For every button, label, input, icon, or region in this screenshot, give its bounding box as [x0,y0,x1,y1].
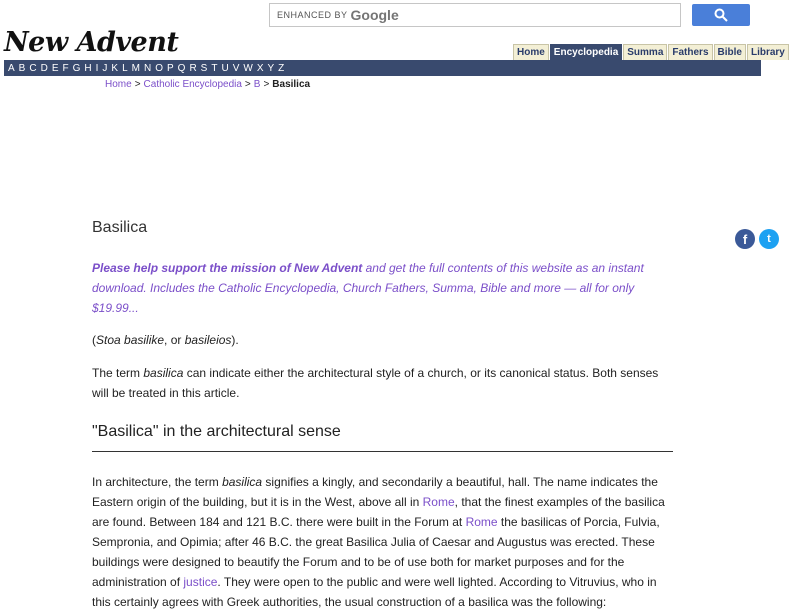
link-justice[interactable]: justice [183,575,218,589]
alphabet-link-c[interactable]: C [29,62,37,74]
link-rome[interactable]: Rome [465,515,498,529]
para-c: , that the finest examples of the basilica are found. Between 184 and 121 B.C. there were built in the Forum at [92,495,665,529]
alphabet-link-z[interactable]: Z [278,62,285,74]
site-logo[interactable]: New Advent [4,27,179,58]
alphabet-link-r[interactable]: R [189,62,197,74]
intro-a: The term [92,366,144,380]
aliases-open: ( [92,333,96,347]
link-rome[interactable]: Rome [422,495,455,509]
page-title: Basilica [92,219,148,236]
support-bold[interactable]: Please help support the mission of New Advent [92,261,363,275]
nav-tab-summa[interactable]: Summa [623,44,667,60]
intro-term: basilica [143,366,184,380]
search-button[interactable] [692,4,750,26]
search-box[interactable] [269,3,681,27]
alphabet-link-t[interactable]: T [211,62,218,74]
twitter-icon[interactable]: t [759,229,779,249]
alphabet-link-g[interactable]: G [72,62,81,74]
alphabet-link-l[interactable]: L [122,62,128,74]
alphabet-link-w[interactable]: W [243,62,253,74]
para-a: In architecture, the term [92,475,223,489]
alias-term-2: basileios [184,333,232,347]
alphabet-bar [4,60,761,76]
search-brand-text: ENHANCED BY [277,10,348,20]
intro-paragraph [92,363,677,403]
breadcrumb-separator: > [263,79,270,90]
alphabet-link-j[interactable]: J [102,62,108,74]
top-nav [513,44,790,60]
article [92,218,677,612]
para-term: basilica [222,475,263,489]
alphabet-link-i[interactable]: I [95,62,99,74]
search-brand-name: Google [350,7,399,23]
alphabet-link-e[interactable]: E [51,62,59,74]
intro-b: can indicate either the architectural style of a church, or its canonical status. Both senses will be treated in this article. [92,366,659,400]
breadcrumb-separator: > [134,79,141,90]
alphabet-link-v[interactable]: V [232,62,240,74]
breadcrumb-separator: > [244,79,251,90]
search-icon [714,8,728,22]
facebook-icon[interactable]: f [735,229,755,249]
article-aliases [92,330,677,350]
nav-tab-fathers[interactable]: Fathers [668,44,712,60]
nav-tab-library[interactable]: Library [747,44,789,60]
para-e: . They were open to the public and were well lighted. According to Vitruvius, who in this certainly agrees with Greek authorities, the usual construction of a basilica was the following: [92,575,657,609]
alphabet-link-u[interactable]: U [221,62,229,74]
alphabet-link-p[interactable]: P [166,62,174,74]
alphabet-link-k[interactable]: K [111,62,119,74]
alphabet-link-s[interactable]: S [200,62,208,74]
para-b: signifies a kingly, and secondarily a beautiful, hall. The name indicates the Eastern origin of the building, but it is in the West, above all in [92,475,658,509]
alphabet-link-b[interactable]: B [18,62,26,74]
alphabet-link-n[interactable]: N [143,62,152,74]
nav-tab-home[interactable]: Home [513,44,549,60]
breadcrumb [105,79,310,90]
alphabet-link-h[interactable]: H [84,62,92,74]
alphabet-link-a[interactable]: A [8,62,15,74]
support-text[interactable]: and get the full contents of this website as an instant download. Includes the Catholic Encyclopedia, Church Fathers, Summa, Bible and more — all for only $19.99... [92,261,644,315]
section-heading: "Basilica" in the architectural sense [92,422,673,452]
aliases-close: ). [231,333,239,347]
alphabet-link-d[interactable]: D [40,62,48,74]
breadcrumb-home[interactable]: Home [105,79,132,90]
article-paragraph [92,472,677,612]
alias-term-1: Stoa basilike [96,333,165,347]
nav-tab-bible[interactable]: Bible [714,44,746,60]
alphabet-link-o[interactable]: O [155,62,163,74]
support-link[interactable] [92,258,677,318]
breadcrumb-letter[interactable]: B [253,79,261,90]
breadcrumb-current: Basilica [272,79,311,90]
alphabet-link-f[interactable]: F [62,62,69,74]
alphabet-link-x[interactable]: X [256,62,264,74]
alphabet-link-m[interactable]: M [131,62,140,74]
alphabet-link-q[interactable]: Q [177,62,186,74]
breadcrumb-encyclopedia[interactable]: Catholic Encyclopedia [143,79,242,90]
social-share [735,229,783,249]
search-input[interactable] [403,4,680,26]
nav-tab-encyclopedia[interactable]: Encyclopedia [550,44,622,60]
para-d: the basilicas of Porcia, Fulvia, Sempronia, and Opimia; after 46 B.C. the great Basilica Julia of Caesar and Augustus was erected. These buildings were designed to beautify the Forum and to be of use both for market purposes and for the administration of [92,515,660,589]
alphabet-link-y[interactable]: Y [267,62,275,74]
aliases-mid: , or [164,333,185,347]
